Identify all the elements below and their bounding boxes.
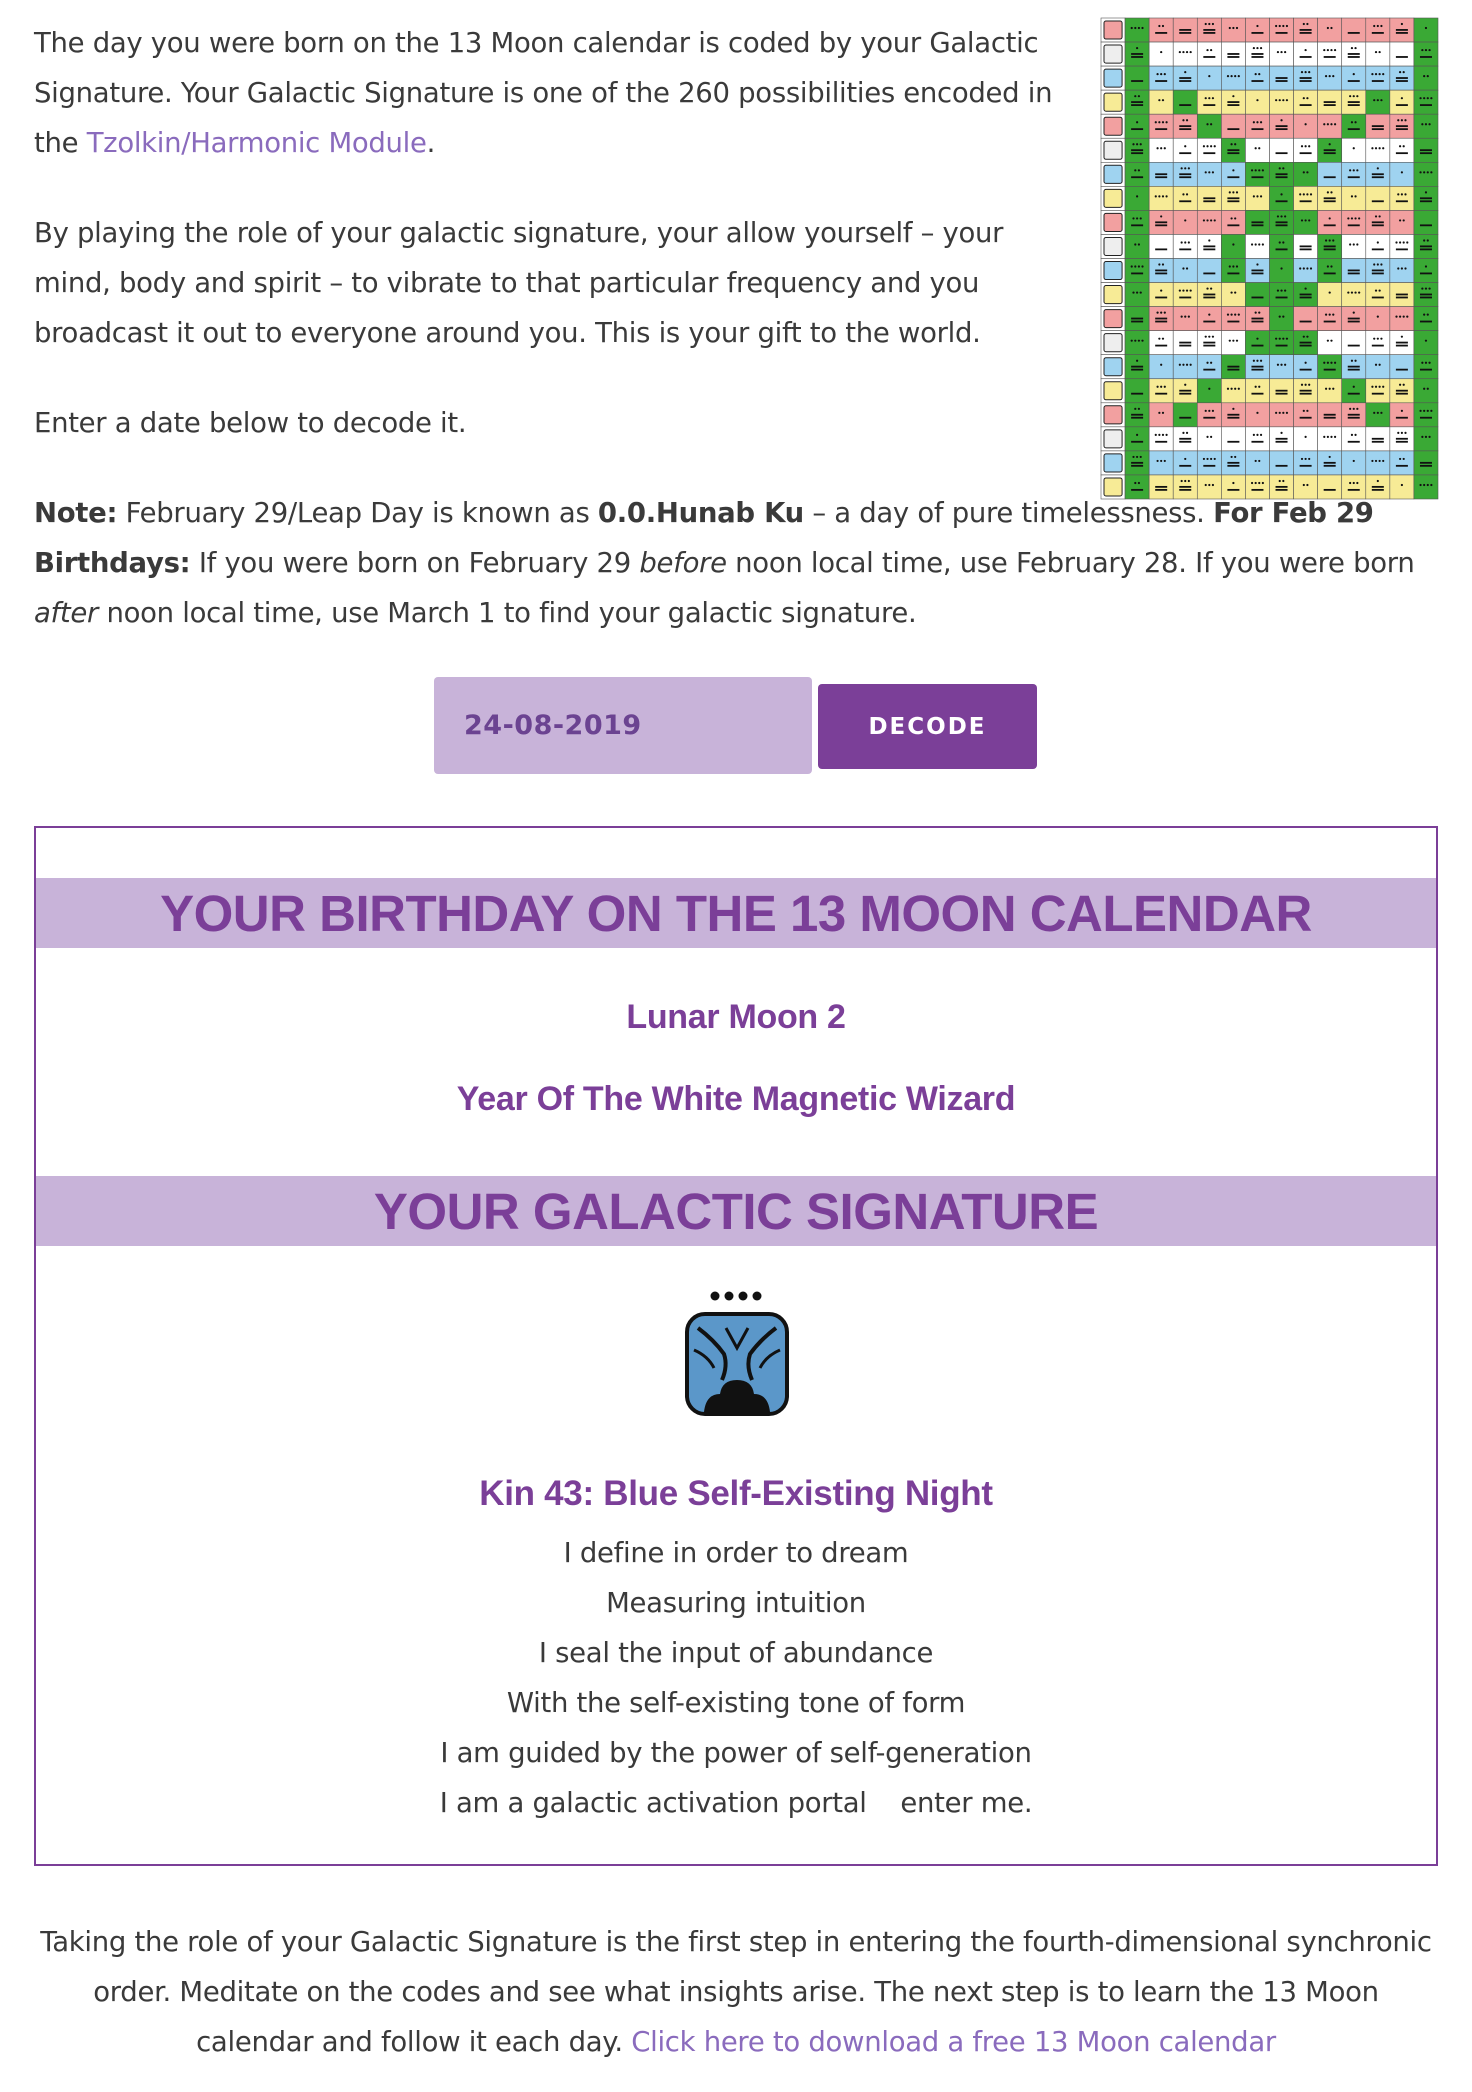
tone-dots (711, 1292, 762, 1301)
note-text-5: noon local time, use March 1 to find your galactic signature. (98, 597, 917, 629)
result-panel (34, 826, 1438, 1866)
outro-text: Taking the role of your Galactic Signature is the first step in entering the fourth-dimensional synchronic order. Meditate on the codes and see what insights arise. The next step is to learn the 13 Moon calendar and follow it each day. (40, 1926, 1432, 2058)
affirmation-line: I am guided by the power of self-generation (440, 1737, 1032, 1769)
decode-button[interactable]: DECODE (818, 684, 1037, 769)
note-text-1: February 29/Leap Day is known as (117, 497, 598, 529)
feb-29-label: For Feb 29 Birthdays: (34, 497, 1374, 579)
date-input[interactable] (434, 677, 812, 774)
affirmation (36, 1528, 1436, 1828)
moon-label: Lunar Moon 2 (626, 998, 846, 1036)
note-after: after (34, 597, 99, 629)
note-before: before (639, 547, 727, 579)
outro-section (34, 1917, 1438, 2067)
note-text-2: – a day of pure timelessness. (803, 497, 1214, 529)
intro-text-1: The day you were born on the 13 Moon calendar is coded by your Galactic Signature. Your Galactic Signature is one of the 260 possibilities encoded in the (34, 27, 1053, 159)
intro-paragraph-2: By playing the role of your galactic signature, your allow yourself – your mind, body and spirit – to vibrate to that particular frequency and you broadcast it out to everyone around you. This is your gift to the world. (34, 217, 1004, 349)
leap-day-note (34, 488, 1454, 638)
note-text-3: If you were born on February 29 (190, 547, 640, 579)
hunab-ku-label: 0.0.Hunab Ku (597, 497, 804, 529)
affirmation-line: Measuring intuition (606, 1587, 866, 1619)
kin-title: Kin 43: Blue Self-Existing Night (479, 1474, 993, 1513)
blue-night-seal-icon (684, 1288, 790, 1418)
galactic-signature-heading: YOUR GALACTIC SIGNATURE (36, 1176, 1436, 1246)
year-label: Year Of The White Magnetic Wizard (456, 1080, 1016, 1118)
tzolkin-link[interactable]: Tzolkin/Harmonic Module (86, 127, 427, 159)
birthday-heading: YOUR BIRTHDAY ON THE 13 MOON CALENDAR (36, 878, 1436, 948)
affirmation-line: With the self-existing tone of form (506, 1687, 966, 1719)
intro-paragraph-3: Enter a date below to decode it. (34, 407, 467, 439)
intro-paragraph-1 (34, 18, 1074, 168)
note-text-4: noon local time, use February 28. If you were born (726, 547, 1415, 579)
intro-text-1-end: . (426, 127, 436, 159)
affirmation-line: I define in order to dream (563, 1537, 909, 1569)
tzolkin-harmonic-module-image (1099, 16, 1440, 501)
affirmation-line: I am a galactic activation portal enter me. (439, 1787, 1033, 1819)
note-label: Note: (34, 497, 118, 529)
download-calendar-link[interactable]: Click here to download a free 13 Moon calendar (631, 2026, 1276, 2058)
affirmation-line: I seal the input of abundance (538, 1637, 934, 1669)
intro-section (34, 18, 1074, 488)
note-paragraph (34, 488, 1454, 638)
outro-paragraph (34, 1917, 1438, 2067)
